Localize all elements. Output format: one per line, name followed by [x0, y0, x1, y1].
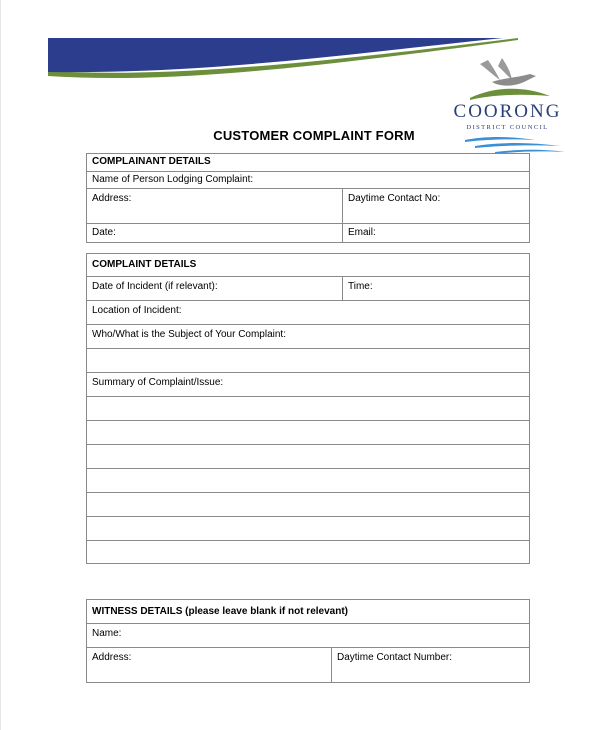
incident-row: [87, 277, 530, 301]
witness-address-row: [87, 648, 530, 683]
daytime-contact-label: Daytime Contact No:: [348, 193, 441, 204]
name-label: Name of Person Lodging Complaint:: [92, 174, 254, 185]
summary-label: Summary of Complaint/Issue:: [92, 377, 224, 388]
summary-line-row[interactable]: [87, 445, 530, 469]
witness-name-label: Name:: [92, 628, 122, 639]
name-row[interactable]: [87, 172, 530, 189]
logo-name: COORONG: [453, 101, 562, 122]
witness-address-field[interactable]: [87, 648, 331, 682]
complainant-heading-row: [87, 154, 530, 172]
summary-row[interactable]: [87, 373, 530, 397]
complainant-heading: COMPLAINANT DETAILS: [92, 156, 211, 167]
witness-daytime-field[interactable]: [331, 648, 529, 682]
complaint-heading: COMPLAINT DETAILS: [92, 259, 197, 270]
location-label: Location of Incident:: [92, 305, 182, 316]
summary-line-row[interactable]: [87, 541, 530, 564]
date-email-row: [87, 224, 530, 243]
witness-heading-row: [87, 600, 530, 624]
form-title: CUSTOMER COMPLAINT FORM: [213, 128, 415, 143]
summary-line-row[interactable]: [87, 397, 530, 421]
location-row[interactable]: [87, 301, 530, 325]
summary-line-row[interactable]: [87, 469, 530, 493]
date-of-incident-label: Date of Incident (if relevant):: [92, 281, 218, 292]
subject-label: Who/What is the Subject of Your Complaint:: [92, 329, 286, 340]
witness-heading: WITNESS DETAILS (please leave blank if not relevant): [92, 606, 348, 617]
bird-icon: [440, 56, 575, 106]
email-field[interactable]: [342, 224, 529, 242]
time-label: Time:: [348, 281, 373, 292]
summary-line-row[interactable]: [87, 421, 530, 445]
subject-line-row[interactable]: [87, 349, 530, 373]
date-label: Date:: [92, 227, 116, 238]
witness-section: [86, 599, 530, 683]
complaint-section: [86, 253, 530, 564]
witness-name-row[interactable]: [87, 624, 530, 648]
date-field[interactable]: [87, 224, 342, 242]
subject-row[interactable]: [87, 325, 530, 349]
date-of-incident-field[interactable]: [87, 277, 342, 300]
address-row: [87, 189, 530, 224]
witness-daytime-label: Daytime Contact Number:: [337, 652, 453, 663]
daytime-contact-field[interactable]: [342, 189, 529, 223]
complainant-section: [86, 153, 530, 243]
logo-subtitle: DISTRICT COUNCIL: [466, 124, 549, 131]
witness-address-label: Address:: [92, 652, 132, 663]
address-label: Address:: [92, 193, 132, 204]
summary-line-row[interactable]: [87, 517, 530, 541]
email-label: Email:: [348, 227, 376, 238]
time-field[interactable]: [342, 277, 529, 300]
summary-line-row[interactable]: [87, 493, 530, 517]
address-field[interactable]: [87, 189, 342, 223]
complaint-heading-row: [87, 254, 530, 277]
